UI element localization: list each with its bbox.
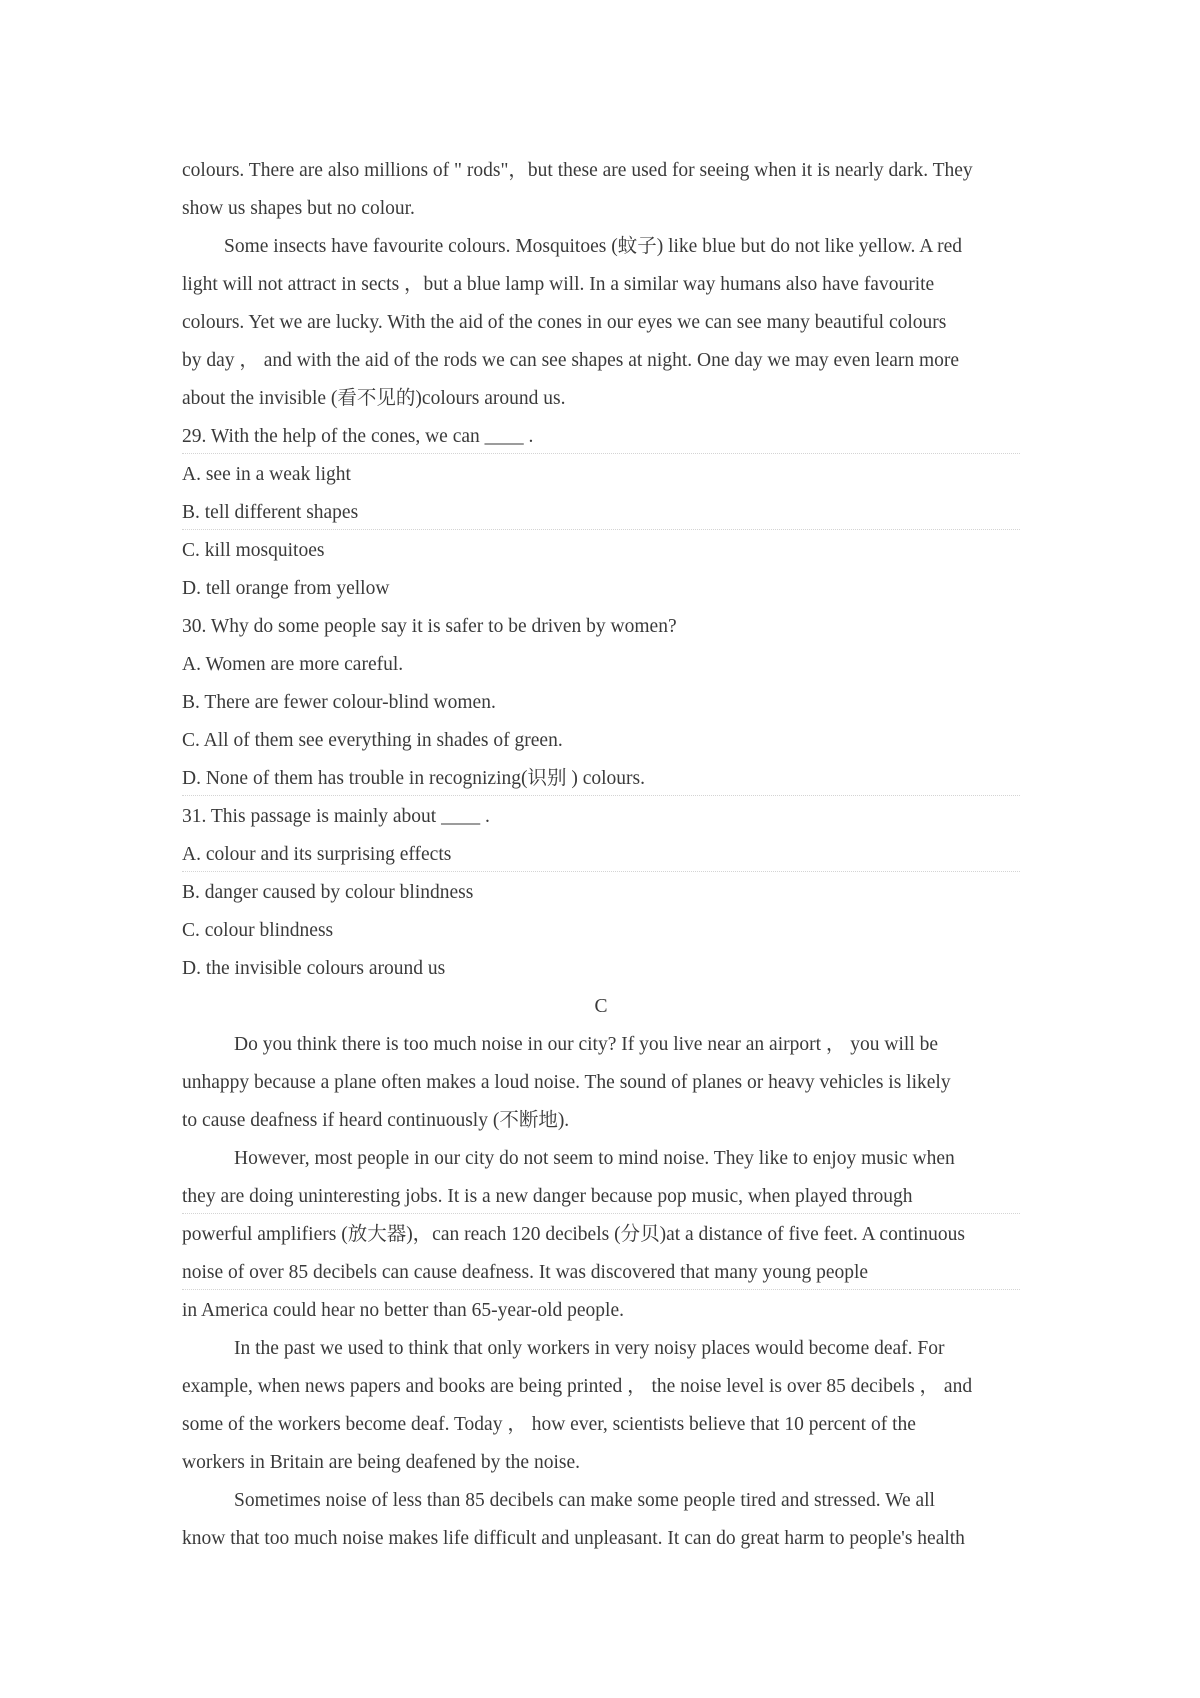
passage-line: colours. Yet we are lucky. With the aid of the cones in our eyes we can see many beautiful colours [182,312,947,333]
question-option: D. None of them has trouble in recognizing(识别 ) colours. [182,760,1020,798]
passage-line: they are doing uninteresting jobs. It is a new danger because pop music, when played through [182,1178,1020,1216]
passage-line: Sometimes noise of less than 85 decibels can make some people tired and stressed. We all [234,1490,935,1511]
passage-line: by day ， and with the aid of the rods we can see shapes at night. One day we may even learn more [182,350,960,371]
passage-line: about the invisible (看不见的)colours around us. [182,388,566,409]
passage-line: in America could hear no better than 65-year-old people. [182,1300,624,1321]
question-option: C. colour blindness [182,920,334,941]
passage-line: colours. There are also millions of " rods"，but these are used for seeing when it is nearly dark. They [182,160,973,181]
passage-line: Some insects have favourite colours. Mosquitoes (蚊子) like blue but do not like yellow. A red [224,236,962,257]
section-heading: C [594,996,608,1017]
question-option: A. Women are more careful. [182,654,404,675]
question-option: D. the invisible colours around us [182,958,446,979]
question-stem: 31. This passage is mainly about ____ . [182,806,490,827]
question-option: D. tell orange from yellow [182,578,390,599]
passage-line: powerful amplifiers (放大器)，can reach 120 decibels (分贝)at a distance of five feet. A continuous [182,1224,965,1245]
passage-line: unhappy because a plane often makes a loud noise. The sound of planes or heavy vehicles is likely [182,1072,951,1093]
question-option: B. tell different shapes [182,494,1020,532]
passage-line: noise of over 85 decibels can cause deafness. It was discovered that many young people [182,1254,1020,1292]
passage-line: Do you think there is too much noise in our city? If you live near an airport ， you will be [234,1034,939,1055]
passage-line: light will not attract in sects ，but a blue lamp will. In a similar way humans also have favourite [182,274,935,295]
question-option: B. danger caused by colour blindness [182,882,474,903]
passage-line: workers in Britain are being deafened by the noise. [182,1452,580,1473]
question-option: A. see in a weak light [182,464,351,485]
page-content [182,152,1020,1558]
passage-line: example, when news papers and books are being printed ， the noise level is over 85 decibels ， and [182,1376,973,1397]
passage-line: some of the workers become deaf. Today ， how ever, scientists believe that 10 percent of the [182,1414,916,1435]
passage-line: show us shapes but no colour. [182,198,415,219]
question-stem: 30. Why do some people say it is safer to be driven by women? [182,616,677,637]
question-option: B. There are fewer colour-blind women. [182,692,496,713]
question-stem: 29. With the help of the cones, we can ____ . [182,418,1020,456]
passage-line: In the past we used to think that only workers in very noisy places would become deaf. For [234,1338,945,1359]
question-option: C. All of them see everything in shades of green. [182,730,563,751]
passage-line: However, most people in our city do not seem to mind noise. They like to enjoy music when [234,1148,955,1169]
passage-line: know that too much noise makes life difficult and unpleasant. It can do great harm to people's health [182,1528,965,1549]
question-option: C. kill mosquitoes [182,540,325,561]
question-option: A. colour and its surprising effects [182,836,1020,874]
passage-line: to cause deafness if heard continuously (不断地). [182,1110,570,1131]
